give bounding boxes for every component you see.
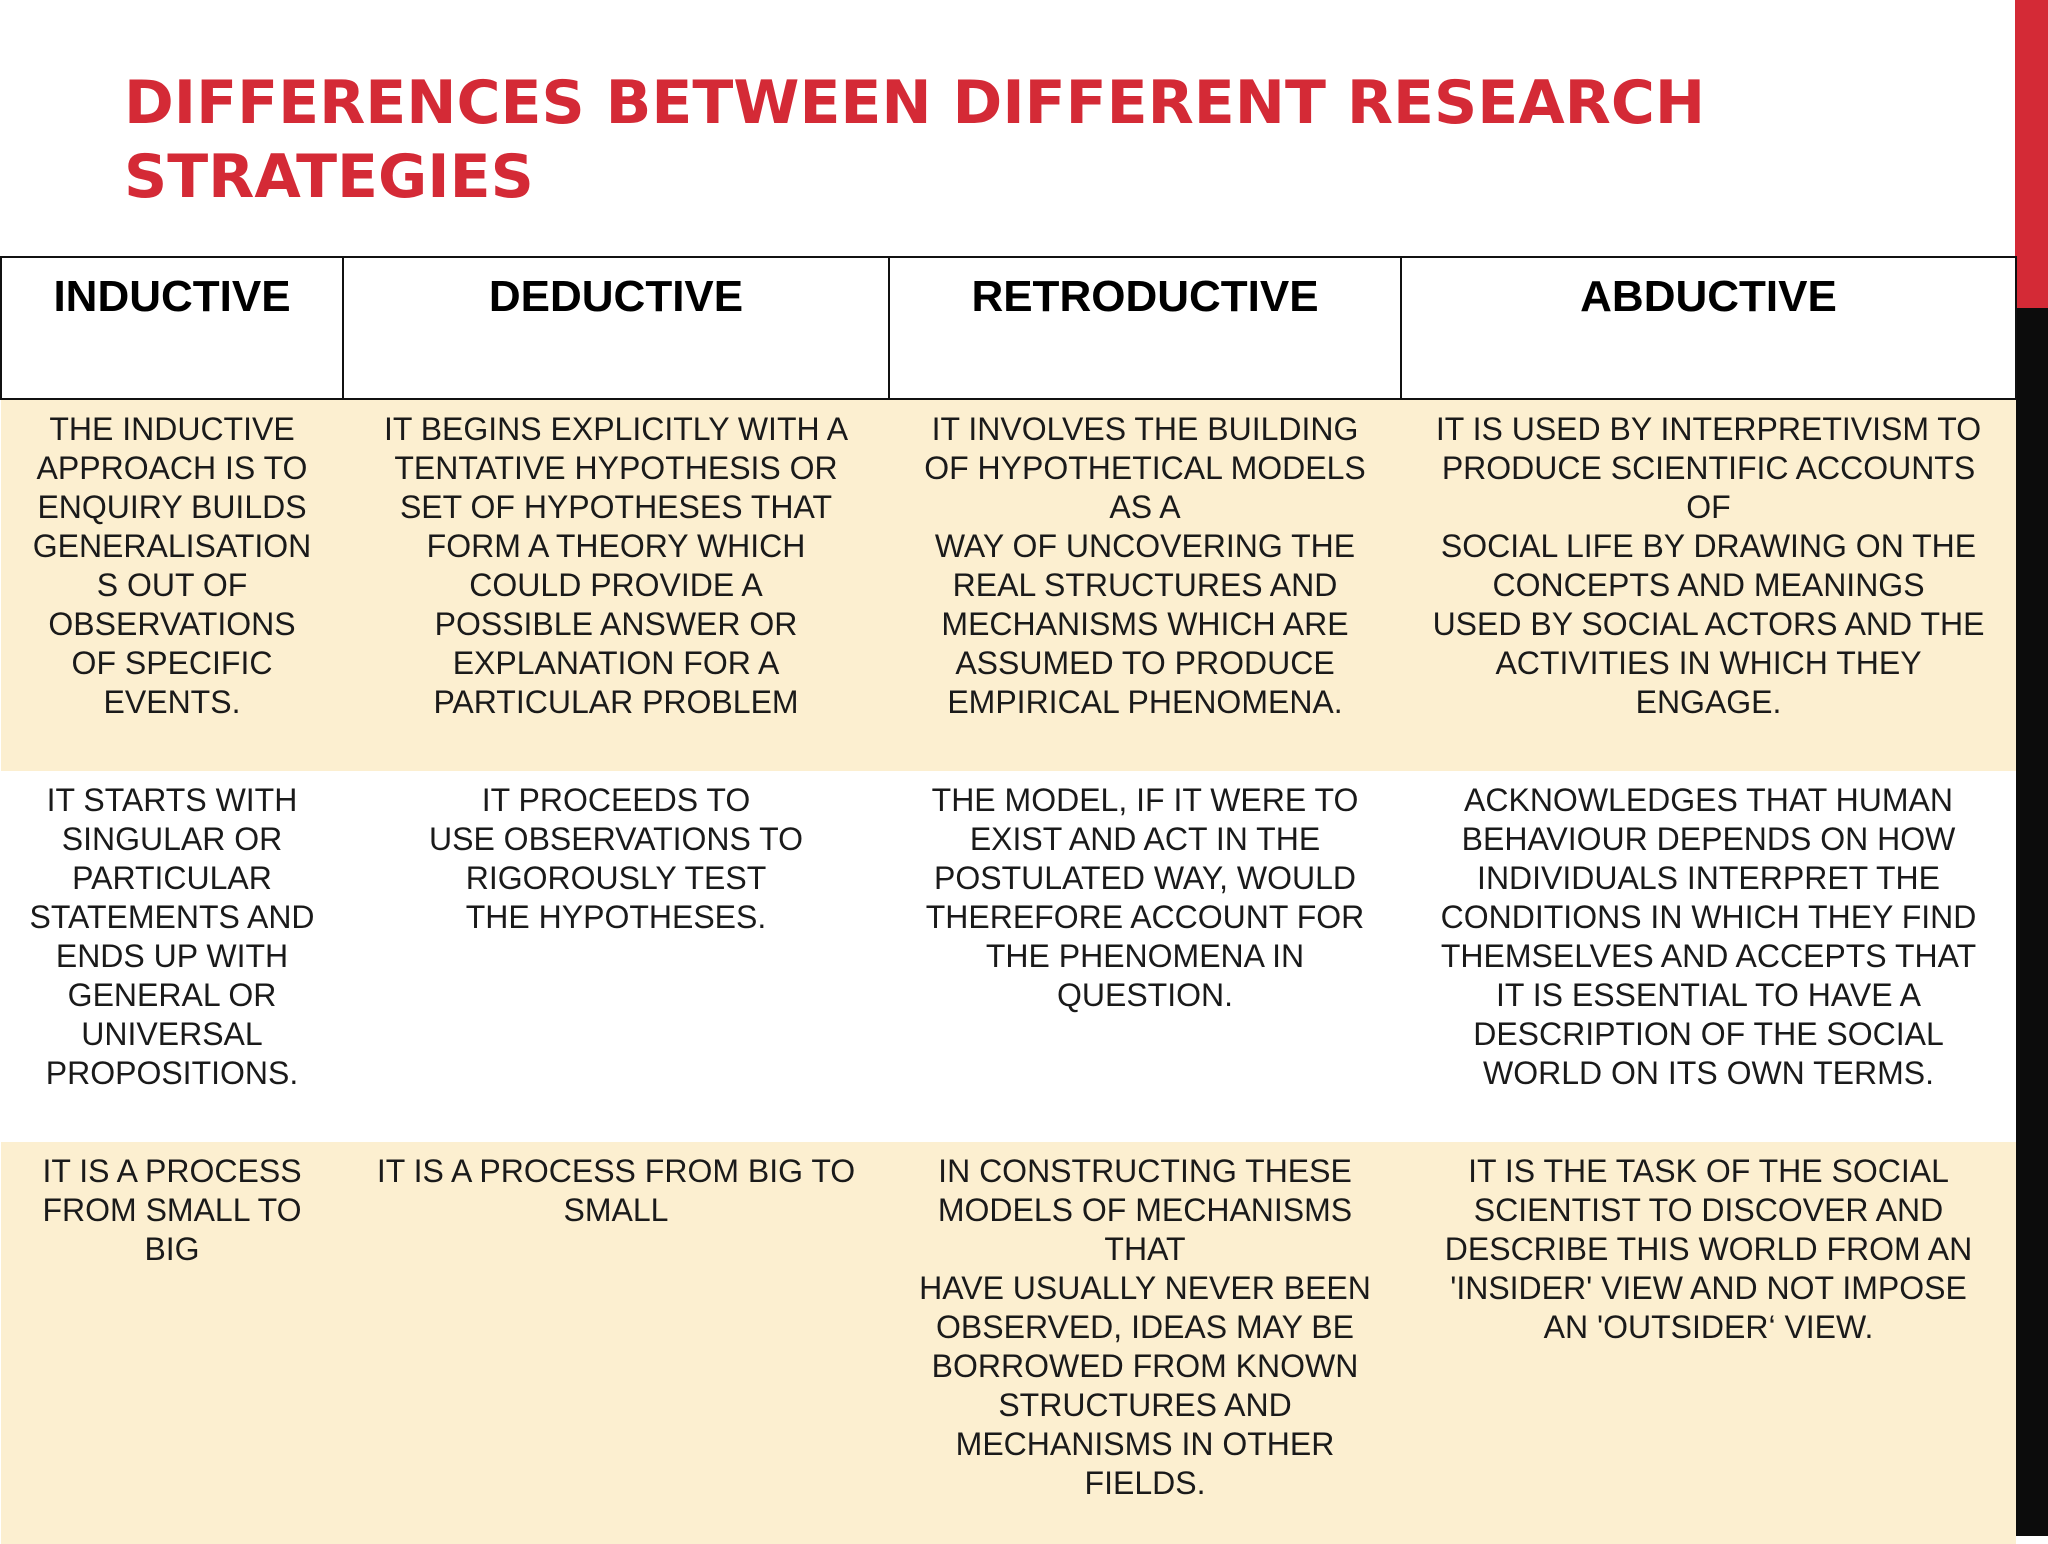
header-inductive: INDUCTIVE bbox=[1, 257, 343, 399]
research-strategies-table bbox=[0, 256, 2017, 1544]
header-abductive: ABDUCTIVE bbox=[1401, 257, 2016, 399]
cell-retroductive: THE MODEL, IF IT WERE TO EXIST AND ACT IN THE POSTULATED WAY, WOULD THEREFORE ACCOUNT FOR THE PHENOMENA IN QUESTION. bbox=[889, 771, 1401, 1142]
table-header-row bbox=[1, 257, 2016, 399]
cell-deductive: IT PROCEEDS TO USE OBSERVATIONS TO RIGOROUSLY TEST THE HYPOTHESES. bbox=[343, 771, 889, 1142]
cell-retroductive: IT INVOLVES THE BUILDING OF HYPOTHETICAL MODELS AS A WAY OF UNCOVERING THE REAL STRUCTURES AND MECHANISMS WHICH ARE ASSUMED TO PRODUCE EMPIRICAL PHENOMENA. bbox=[889, 399, 1401, 771]
accent-bar-bottom bbox=[2015, 308, 2048, 1536]
accent-bar-top bbox=[2015, 0, 2048, 308]
cell-inductive: IT IS A PROCESS FROM SMALL TO BIG bbox=[1, 1142, 343, 1544]
cell-abductive: IT IS THE TASK OF THE SOCIAL SCIENTIST TO DISCOVER AND DESCRIBE THIS WORLD FROM AN 'INSIDER' VIEW AND NOT IMPOSE AN 'OUTSIDER‘ VIEW. bbox=[1401, 1142, 2016, 1544]
cell-abductive: IT IS USED BY INTERPRETIVISM TO PRODUCE SCIENTIFIC ACCOUNTS OF SOCIAL LIFE BY DRAWING ON THE CONCEPTS AND MEANINGS USED BY SOCIAL ACTORS AND THE ACTIVITIES IN WHICH THEY ENGAGE. bbox=[1401, 399, 2016, 771]
cell-inductive: IT STARTS WITH SINGULAR OR PARTICULAR STATEMENTS AND ENDS UP WITH GENERAL OR UNIVERSAL PROPOSITIONS. bbox=[1, 771, 343, 1142]
cell-abductive: ACKNOWLEDGES THAT HUMAN BEHAVIOUR DEPENDS ON HOW INDIVIDUALS INTERPRET THE CONDITIONS IN WHICH THEY FIND THEMSELVES AND ACCEPTS THAT IT IS ESSENTIAL TO HAVE A DESCRIPTION OF THE SOCIAL WORLD ON ITS OWN TERMS. bbox=[1401, 771, 2016, 1142]
table-row bbox=[1, 1142, 2016, 1544]
table-row bbox=[1, 399, 2016, 771]
cell-retroductive: IN CONSTRUCTING THESE MODELS OF MECHANISMS THAT HAVE USUALLY NEVER BEEN OBSERVED, IDEAS MAY BE BORROWED FROM KNOWN STRUCTURES AND MECHANISMS IN OTHER FIELDS. bbox=[889, 1142, 1401, 1544]
slide-title: DIFFERENCES BETWEEN DIFFERENT RESEARCH STRATEGIES bbox=[124, 68, 1706, 212]
header-retroductive: RETRODUCTIVE bbox=[889, 257, 1401, 399]
cell-inductive: THE INDUCTIVE APPROACH IS TO ENQUIRY BUILDS GENERALISATION S OUT OF OBSERVATIONS OF SPECIFIC EVENTS. bbox=[1, 399, 343, 771]
header-deductive: DEDUCTIVE bbox=[343, 257, 889, 399]
cell-deductive: IT IS A PROCESS FROM BIG TO SMALL bbox=[343, 1142, 889, 1544]
table-row bbox=[1, 771, 2016, 1142]
cell-deductive: IT BEGINS EXPLICITLY WITH A TENTATIVE HYPOTHESIS OR SET OF HYPOTHESES THAT FORM A THEORY WHICH COULD PROVIDE A POSSIBLE ANSWER OR EXPLANATION FOR A PARTICULAR PROBLEM bbox=[343, 399, 889, 771]
